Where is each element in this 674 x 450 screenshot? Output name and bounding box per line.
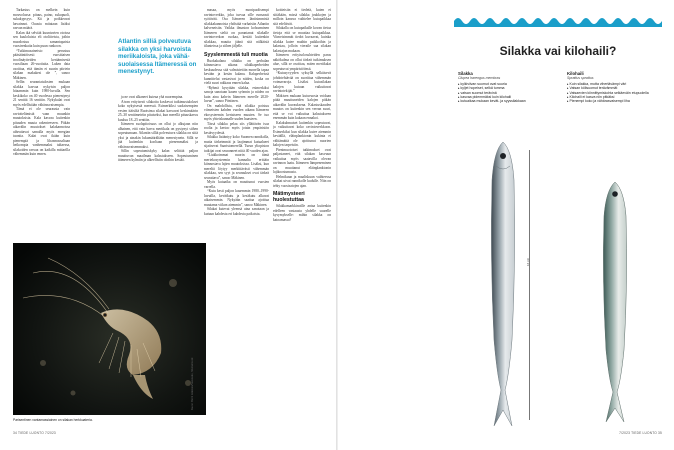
paragraph: “Tutkimusaineisto perustuu pääsääntöisesti vuosittaisen troolinäytteiden keräämisestä vuosiltaan 26-vuotiaita. Luken data osoittaa, että tämän ei suurin piirtein silakan makakesi ole ”, sanoo Mäkinen. [13,48,70,80]
paragraph: Tämä ei ole seurausta vain raviottelämistä vaan muunkin muutoksista. Kala kasvaa kuitenkin pituuden muuta rakenteeseen. Pitkän aikavälin muutokset kalakannoissa aiheuttavat samalla myös energian tuontia. Kalat ovat ikään kuin pienempiä ja lihasmassaltaan heikompia vanhemmaksi tultaessa, silakoiden rasvaa on kaikilla mittarilla vähemmän kuin ennen. [13,107,70,156]
photo-caption: Parisentinen vantamassiainen on silakan herkkuateria. [13,418,93,422]
silakka-fish-icon [482,140,524,430]
article-column-1 [13,8,70,236]
list-item: ▸ kyljet hopeiset, selkä tumma [458,86,546,90]
list-item: ▸ vatsan suomut terävinä [458,91,546,95]
kilohaili-heading: Kilohaili [567,71,584,76]
article-column-2 [118,95,198,243]
paragraph: ja ne ovat alkaneet kuteaa yhä nuorempina. [121,95,184,99]
paragraph: Silakkamarkkinoille antaa kuitenkin edelleen vastausta yhdelle suurelle kysymykselle: mihin silakka on katoamassa? [273,204,331,222]
silakka-latin-name: Clupea harengus membras [458,76,501,81]
paragraph: masaa, myös monipuolisempi ravintoverkko, joka turvaa sille runsaasti syötävää. Osa Itämeren läntisimmistä silakkakannoista yhdistää varhaisiin Atlantin kalveneisiin. Vaikka ilmaston kohoaminen Itämeren sieltä on parantanut silakalle ravintoverkon ruokaa, kestää kuitenkin silakkaa, muutta jäänä sitä nälkäisiä tilanteissa ja siihen jäljelle. [204,8,269,48]
silakka-points [458,82,546,104]
shrimp-photo [13,243,206,415]
paragraph: Helmikuun ja maaliskuun vaihteessa silakat uivat rannikolle kudulle. Niin on tehty vuosisatojen ajan. [273,174,331,188]
subheading: Mätimysteeri huolestuttaa [273,191,305,203]
paragraph: Tässä silakka pelaa siis yllättävän isoa roolia ja kertoo myös jotain ympäristön kestävyydestä. [204,121,269,135]
list-item: ▸ Pienempi koko ja vähärasvaisempi liha [567,99,657,103]
paragraph: On mahdollista, että silakka poistuu viimeisten kahden vuoden aikana Itämeren ekosysteemin kertaiseen muuten. Se tuo myös yhteiskunnalle uuden haasteen. [204,103,269,121]
paragraph: Mäkisen mukaan kutuvuosia voidaan pitää muuttuneiden kalojen pitkän aikavälin kuvauksena. Kalastuskauden muutos on kuitenkin sen verran suuri, että se voi vaikuttaa kalastukseen enemmän kuin kukaan ennakoi. [273,93,331,120]
paragraph: “Kutu kesti paljon kauemmin 1980–1990-luvuilla, kevätkutu ja kesäkutu alkavat aikaisemmin. Nykyään saattaa ajoittua muutama viikon aiemmin”, sanoo Mäkinen. [204,189,269,207]
list-item: ▸ Vatsan kölisuomut terävämmät [567,86,657,90]
paragraph: Kalan ikä selviää kuuntuvien otoissa sen kuuloluista eli otoliiteista, joihin muodostuu samantapaisia vuosirenkaita kuin puun runkoon. [13,30,70,48]
list-item: ▸ Kuin silakka, mutta vihertävämpi väri [567,82,657,86]
paragraph: Silakka lisääntyy koko Suomen rannikolla, mutta tärkeimmät ja laajimmat kutualueet sijaitsevat Saaristomerellä. Turun yliopiston tutkijat ovat seuranneet niitä 40 vuoden ajan. [204,135,269,153]
article-column-1b [75,8,114,236]
shrimp-illustration [13,243,206,415]
paragraph: Itämeren erityisolosuhteiden paras näkökulma on ollut tärkeä tutkimuksen alue, sillä se osoittaa, miten meriikalat sopeutuvat ympäristöönsä. [273,53,331,71]
subheading: Syyslemmestä tuli muotia [204,51,268,58]
folio-right: 7/2023 TIEDE LUONTO 35 [619,431,662,435]
right-page [337,0,674,450]
paragraph: Itämeren suolapitoisuus on ollut jo alkujaan niin alhainen, että vain harva meriikala on pystynyt siihen sopeutumaan. Atlantin silliä polveutuva silakka on siitä yksi ja ainakin lukumäärältään menestynein. Sillä se jää kuitenkin kooltaan pienemmäksi ja vähärasvaisemmaksi. [118,122,198,149]
paragraph: Sellin seurantatulosten mukaan silakka kasvaa nykyisin paljon hitaammin kuin 1980-luvulla. Sen keskikoko on 40 vuodessa pienentynyt 21 senttiä 16 senttiin. Nykykalat ovat myös edellisiään vähärasvaisempia. [13,80,70,107]
scale-line [529,150,530,420]
photo-credit: Kuvat: Bertti mäkinen/Vastavalo, Shutterstock [191,357,194,410]
paragraph: Ruokakalana silakka on perhalan kiinnostava aikana silakkaperheiden keskuudessa sitä valmistettiin monella tapaa kevään ja kesän kalana. Kalaperheissä kunnittelut vastasivat ja niiden, koska on vielä suuri rakkaus ennen kalaa. [204,58,269,85]
paragraph: “Ryhmä kysytään silakka, esimerkiksi sanoja sanotaan kauen syönnin ja niiden on kuin aina kahvin Itämeren merelle 2020-luvun”, sanoo Pöntinen. [204,85,269,103]
kilohaili-fish-icon [595,180,635,425]
paragraph: “Liukkoimmat nuorin on tämä meriekosysteemin kannalta erittäin kiinnostava lajien muutoksissa. Lisäksi, kun mereltä löytyy merkittävästi vähemmän silakkaa, sen syyt ja seuraukset ovat tärkeä seurattava”, sanoo Mäkinen. [204,153,269,180]
list-item: ▸ Kilohaili ei kasva niin pitkäksi [567,95,657,99]
list-item: ▸ kasvaa pidemmäksi kuin kilohaili [458,95,546,99]
article-column-4 [273,8,331,428]
list-item: ▸ kutuaikaa mukaan kevät- ja syyssilakkaan [458,99,546,103]
paragraph: Silakat kutevat yleensä aina sanotaan ja kutuun kahdesta eri kahdesta paikoista. [204,207,269,216]
infobox-title: Silakka vai kilohaili? [499,44,617,58]
kilohaili-latin-name: Sprattus sprattus [567,76,594,81]
folio-left: 34 TIEDE LUONTO 7/2023 [13,431,56,435]
paragraph: Pienimuotoiset tutkimukset ovat paljastaneet, että silakan kasvuun vaikuttaa myös saatavilla olevan ravinnon laatu. Itämeren lämpeneminen on muuttanut eläinplanktonin lajikoostumusta. [273,147,331,174]
silakka-facts [458,72,546,104]
kilohaili-facts [567,72,657,104]
paragraph: Sillin sopeutumiskyky kalan selittää paljon muuttuvan maailman kalastukseen. Sopeutuminen itämeren kylmiin ja alkeellisiin oloihin kestää. [118,149,198,162]
silakka-heading: Silakka [458,71,473,76]
scale-label: 16 cm [526,257,530,266]
article-column-3 [204,8,269,428]
paragraph: Silakalla on kutupaikalle kovan tietoa tietoja että se muuttaa kutupaikkaa. Viimeisimmät tiedot kuvaavat, kuinka silakka kutee muihin paikkoihin ja kalastaa, jolloin vieraile saa silakan kalastajan mukaan. [273,26,331,53]
pull-quote: Atlantin silliä polveutuva silakka on yksi harvoista meriikaloista, joka vähä-suolaisessa Itämeressä on menestynyt. [118,38,197,76]
paragraph: Myös kutuaika on muuttunut vuosien varrella. [204,180,269,189]
paragraph: Aivan erityisesti silakoita koskevat tutkimustulokset koko nykyisestä meressä. Esimerkiksi suolaisempien vesien itäisiltä Ruotsinsa silakat kasvavat keskimäärin 25–30 senttimetriin pituiseksi, kun merellä pituuskasvu kuuluu 18–25 senttiin. [118,99,198,122]
paragraph: “Kutusyvyyden syksyllä selkäisevä johdotehtävää on suorittaa vähemmän voimavaroja. Lisäksi kutusilakan kalojen kutuun vaikuttavat ravintotekijät.” [273,71,331,93]
kilohaili-points [567,82,657,104]
paragraph: Tarkastus on melkein kuin mouvolussa: pituus, paino, sukupuoli, sukukypsyys. Kä ja poikkeavat havainnot. Ouusia mitataan lisäksi rasvan määrä. [13,8,70,30]
list-item: ▸ Vatsaevien kiinnittymiskohta selkäeväin etupuolella [567,91,657,95]
paragraph: Kalakuhmaiset kuitenkin sopeutuvat, ja vaikuttavat koko ravintoverkkoon. Esimerkiksi kun silakka kutee aiemmin keväällä, eläinplanktonin kukinta ei välttämättä ole ajoittunut nuorien kalojen tarpeisiin. [273,120,331,147]
wave-border-icon [454,15,662,27]
list-item: ▸ kylkiviivan suomut ovat suuria [458,82,546,86]
paragraph: koitteisiin ei tiedetä, kuten ei siitäkään, missä silakka joukkojen ja milloin kanava vaihtelee kutupaikkaa sitä edeltävät. [273,8,331,26]
